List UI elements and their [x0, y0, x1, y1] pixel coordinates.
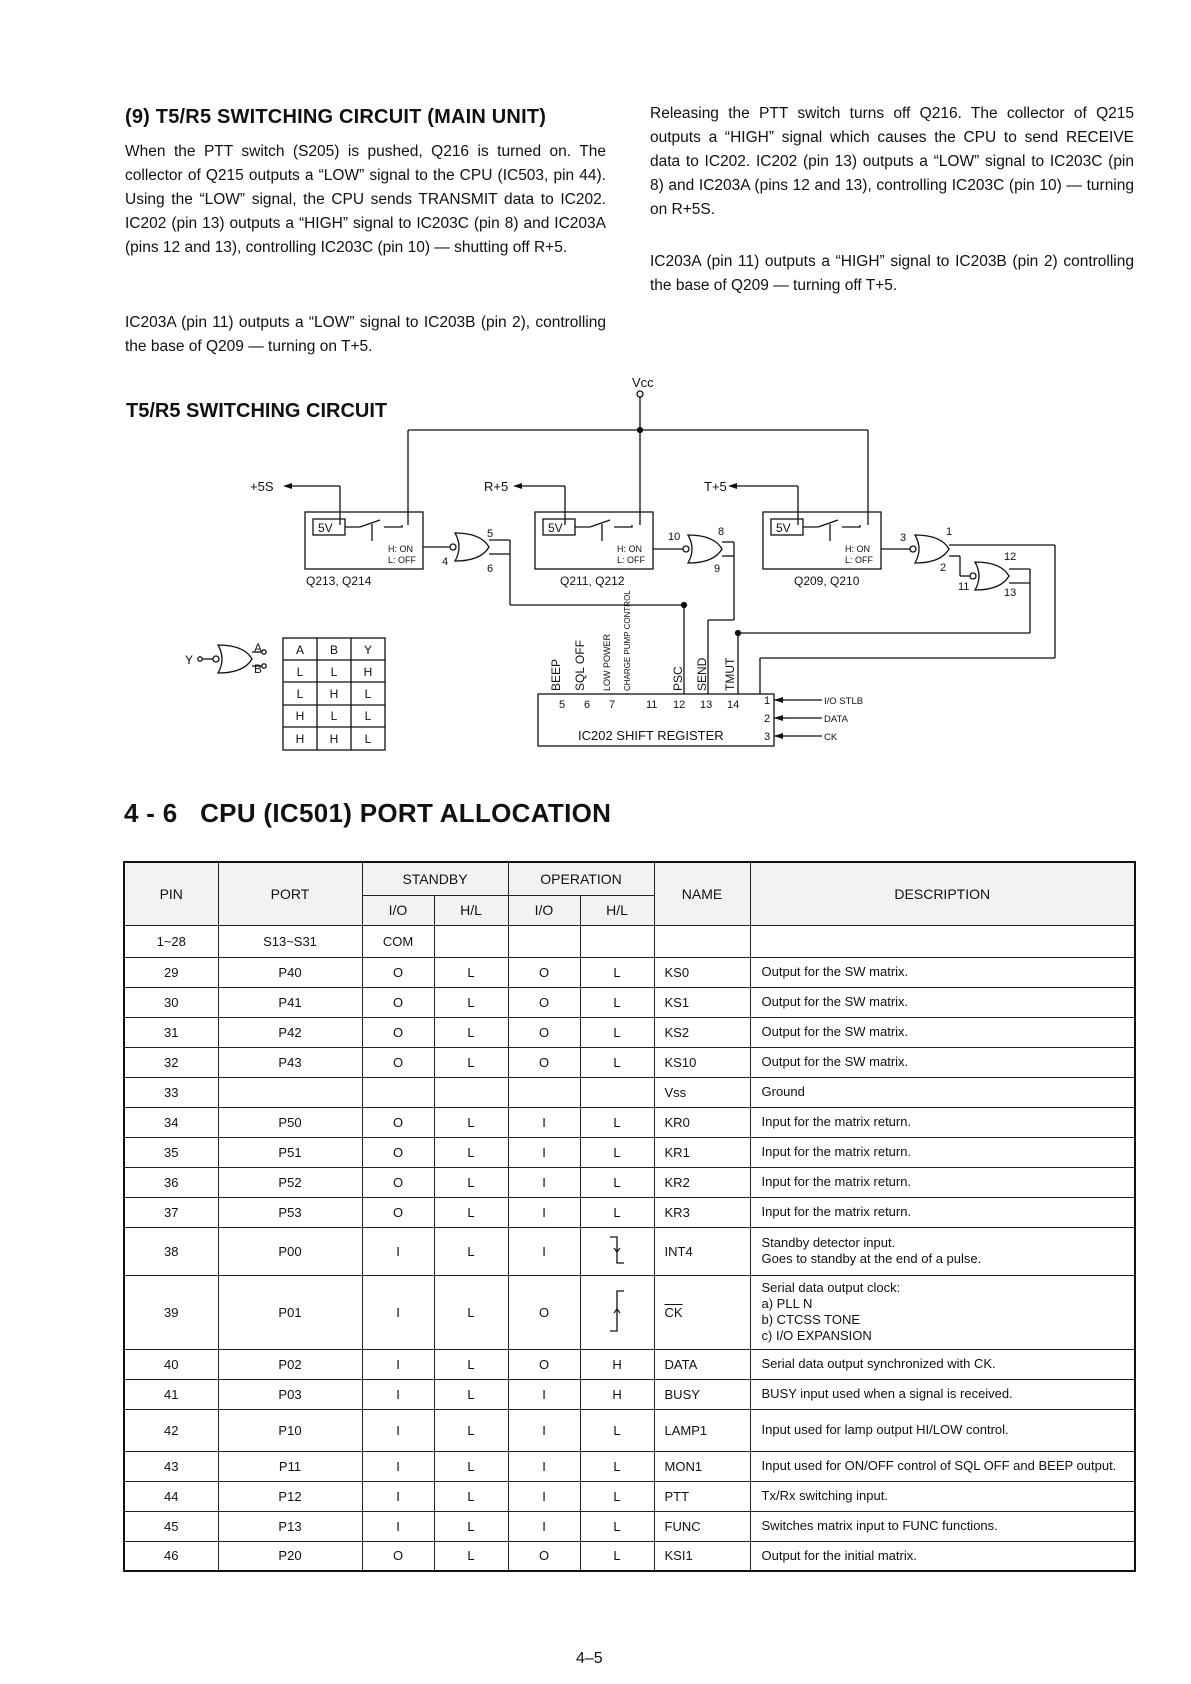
table-cell-description: Output for the initial matrix. [750, 1541, 1135, 1571]
table-cell-description: Input for the matrix return. [750, 1137, 1135, 1167]
shift-pin: 13 [700, 699, 713, 711]
table-cell-operation-io [508, 1077, 580, 1107]
switch-off-label-1: L: OFF [388, 555, 417, 565]
switch-on-label-2: H: ON [617, 544, 643, 554]
legend-output-y: Y [185, 653, 194, 667]
table-cell-pin: 36 [124, 1167, 218, 1197]
switch-on-label-1: H: ON [388, 544, 414, 554]
reg-label-3: 5V [776, 521, 791, 535]
table-cell-port: P02 [218, 1349, 362, 1379]
table-cell-standby-hl: L [434, 1167, 508, 1197]
nor-gate-3 [915, 535, 949, 563]
table-cell-standby-hl: L [434, 1379, 508, 1409]
switch-on-label-3: H: ON [845, 544, 871, 554]
table-cell-port: S13~S31 [218, 925, 362, 957]
table-cell-pin: 1~28 [124, 925, 218, 957]
table-row [124, 1047, 1135, 1077]
table-cell-operation-hl: L [580, 1017, 654, 1047]
table-cell-standby-hl: L [434, 1349, 508, 1379]
table-cell-standby-hl: L [434, 1451, 508, 1481]
table-row [124, 1017, 1135, 1047]
table-cell-name: KS2 [654, 1017, 750, 1047]
vcc-label: Vcc [632, 375, 654, 390]
table-cell-port: P50 [218, 1107, 362, 1137]
shift-output-label: CHARGE PUMP CONTROL [623, 590, 632, 691]
right-paragraph-2: IC203A (pin 11) outputs a “HIGH” signal to IC203B (pin 2) controlling the base of Q209 — turning off T+5. [650, 253, 1134, 294]
legend-input-b: B [254, 662, 263, 676]
table-cell-port: P01 [218, 1275, 362, 1349]
table-cell-standby-io: O [362, 1137, 434, 1167]
truth-cell: H [329, 732, 339, 746]
shift-input-pin: 3 [764, 731, 771, 743]
truth-cell: L [330, 665, 338, 679]
table-cell-standby-io: O [362, 1107, 434, 1137]
table-cell-pin: 37 [124, 1197, 218, 1227]
table-cell-operation-io: O [508, 1017, 580, 1047]
table-cell-name: KS1 [654, 987, 750, 1017]
shift-input-label: DATA [824, 714, 848, 725]
table-cell-name: KR0 [654, 1107, 750, 1137]
table-row [124, 1077, 1135, 1107]
table-cell-port: P11 [218, 1451, 362, 1481]
table-cell-operation-io: I [508, 1197, 580, 1227]
truth-header: B [329, 643, 339, 657]
table-cell-port: P00 [218, 1227, 362, 1275]
table-cell-operation-hl: L [580, 1541, 654, 1571]
table-cell-operation-io: I [508, 1409, 580, 1451]
table-cell-standby-io: COM [362, 925, 434, 957]
table-cell-description: Output for the SW matrix. [750, 1017, 1135, 1047]
table-row [124, 1379, 1135, 1409]
table-row [124, 1481, 1135, 1511]
section-4-6-title: 4 - 6 CPU (IC501) PORT ALLOCATION [124, 798, 612, 828]
header-pin: PIN [124, 862, 218, 925]
table-cell-standby-io: I [362, 1227, 434, 1275]
table-cell-standby-io: O [362, 1197, 434, 1227]
truth-cell: L [296, 687, 304, 701]
shift-input-label: CK [824, 732, 838, 743]
gate-pin: 6 [487, 563, 494, 575]
table-row [124, 1137, 1135, 1167]
gate-pin: 4 [442, 556, 449, 568]
table-cell-standby-hl: L [434, 1481, 508, 1511]
table-cell-description: Tx/Rx switching input. [750, 1481, 1135, 1511]
table-cell-standby-io: I [362, 1511, 434, 1541]
table-cell-standby-hl: L [434, 1017, 508, 1047]
legend-input-a: A [254, 641, 263, 655]
truth-header: A [295, 643, 305, 657]
table-cell-pin: 30 [124, 987, 218, 1017]
table-cell-operation-hl: L [580, 1167, 654, 1197]
table-cell-operation-io: I [508, 1451, 580, 1481]
shift-output-label: PSC [671, 666, 685, 691]
table-cell-name: BUSY [654, 1379, 750, 1409]
cpu-port-allocation-table [123, 861, 1136, 1572]
table-cell-port: P42 [218, 1017, 362, 1047]
table-cell-operation-hl: L [580, 1511, 654, 1541]
shift-output-label: TMUT [723, 657, 737, 691]
table-row [124, 1107, 1135, 1137]
table-cell-port: P41 [218, 987, 362, 1017]
table-cell-name: Vss [654, 1077, 750, 1107]
gate-pin: 10 [668, 531, 681, 543]
table-row [124, 1275, 1135, 1349]
header-operation-io: I/O [508, 895, 580, 925]
table-row [124, 1227, 1135, 1275]
table-cell-name: KR3 [654, 1197, 750, 1227]
shift-input-label: I/O STLB [824, 696, 864, 707]
table-cell-standby-io: I [362, 1481, 434, 1511]
table-cell-name: KS10 [654, 1047, 750, 1077]
table-row [124, 1349, 1135, 1379]
nor-gate-2 [688, 535, 722, 563]
table-cell-pin: 31 [124, 1017, 218, 1047]
table-cell-pin: 40 [124, 1349, 218, 1379]
left-paragraph-1: When the PTT switch (S205) is pushed, Q216 is turned on. The collector of Q215 outputs a “LOW” signal to the CPU (IC503, pin 44). Using the “LOW” signal, the CPU sends TRANSMIT data to IC202. IC202 (pin 13) outputs a “HIGH” signal to IC203C (pin 8) and IC203A (pins 12 and 13), controlling IC203C (pin 10) — shutting off R+5. [125, 143, 606, 256]
gate-pin: 2 [940, 562, 947, 574]
gate-pin: 12 [1004, 551, 1017, 563]
table-cell-port: P40 [218, 957, 362, 987]
circuit-title: T5/R5 SWITCHING CIRCUIT [126, 400, 388, 422]
shift-output-label: BEEP [549, 658, 563, 691]
switch-off-label-3: L: OFF [845, 555, 874, 565]
table-cell-description [750, 925, 1135, 957]
table-row [124, 925, 1135, 957]
table-cell-pin: 38 [124, 1227, 218, 1275]
table-cell-standby-hl: L [434, 1197, 508, 1227]
table-cell-standby-io: I [362, 1409, 434, 1451]
table-row [124, 1167, 1135, 1197]
shift-pin: 11 [646, 699, 658, 711]
gate-pin: 1 [946, 526, 953, 538]
table-cell-port: P03 [218, 1379, 362, 1409]
transistor-label-2: Q211, Q212 [560, 574, 625, 588]
table-cell-port: P52 [218, 1167, 362, 1197]
table-cell-operation-io: I [508, 1167, 580, 1197]
table-cell-operation-io: I [508, 1379, 580, 1409]
section-9-title: (9) T5/R5 SWITCHING CIRCUIT (MAIN UNIT) [125, 106, 547, 128]
table-cell-standby-hl: L [434, 1409, 508, 1451]
table-cell-operation-hl: L [580, 1451, 654, 1481]
table-cell-standby-hl: L [434, 1511, 508, 1541]
table-body [124, 925, 1135, 1571]
table-cell-name: PTT [654, 1481, 750, 1511]
table-cell-operation-io [508, 925, 580, 957]
table-cell-name [654, 925, 750, 957]
table-cell-pin: 35 [124, 1137, 218, 1167]
table-cell-pin: 42 [124, 1409, 218, 1451]
table-cell-pin: 41 [124, 1379, 218, 1409]
table-row [124, 987, 1135, 1017]
table-cell-standby-hl: L [434, 1227, 508, 1275]
table-cell-pin: 33 [124, 1077, 218, 1107]
gate-pin: 9 [714, 563, 721, 575]
shift-pin: 7 [609, 699, 616, 711]
truth-cell: L [364, 732, 372, 746]
table-cell-operation-hl: L [580, 1481, 654, 1511]
table-cell-standby-io: O [362, 987, 434, 1017]
table-cell-operation-io: I [508, 1107, 580, 1137]
table-cell-port: P10 [218, 1409, 362, 1451]
table-cell-description: Standby detector input. Goes to standby at the end of a pulse. [750, 1227, 1135, 1275]
truth-cell: H [363, 665, 373, 679]
table-cell-standby-io: O [362, 1541, 434, 1571]
rail-label-5s: +5S [250, 479, 274, 494]
table-cell-standby-hl [434, 925, 508, 957]
shift-pin: 14 [727, 699, 740, 711]
table-cell-pin: 46 [124, 1541, 218, 1571]
table-cell-standby-io [362, 1077, 434, 1107]
table-cell-name: INT4 [654, 1227, 750, 1275]
shift-input-pin: 2 [764, 713, 771, 725]
table-cell-standby-hl: L [434, 1275, 508, 1349]
header-description: DESCRIPTION [750, 862, 1135, 925]
right-paragraph-1: Releasing the PTT switch turns off Q216. The collector of Q215 outputs a “HIGH” signal which causes the CPU to send RECEIVE data to IC202. IC202 (pin 13) outputs a “LOW” signal to IC203C (pin 8) and IC203A (pins 12 and 13), controlling IC203C (pin 10) — turning on R+5S. [650, 105, 1134, 218]
shift-input-pin: 1 [764, 695, 771, 707]
table-cell-operation-io: O [508, 957, 580, 987]
header-operation: OPERATION [508, 862, 654, 895]
table-cell-description: Serial data output clock: a) PLL N b) CTCSS TONE c) I/O EXPANSION [750, 1275, 1135, 1349]
table-cell-operation-hl: H [580, 1349, 654, 1379]
vcc-terminal [637, 391, 643, 397]
table-row [124, 1409, 1135, 1451]
table-cell-port: P43 [218, 1047, 362, 1077]
table-row [124, 957, 1135, 987]
rail-label-t5: T+5 [704, 479, 727, 494]
table-cell-standby-hl: L [434, 1137, 508, 1167]
table-cell-standby-io: O [362, 1047, 434, 1077]
table-cell-operation-io: O [508, 1047, 580, 1077]
table-cell-description: Output for the SW matrix. [750, 987, 1135, 1017]
truth-cell: L [364, 687, 372, 701]
table-cell-operation-hl: H [580, 1379, 654, 1409]
falling-pulse-icon [580, 1227, 654, 1275]
header-operation-hl: H/L [580, 895, 654, 925]
table-cell-standby-io: I [362, 1349, 434, 1379]
table-cell-name: DATA [654, 1349, 750, 1379]
table-cell-description: Serial data output synchronized with CK. [750, 1349, 1135, 1379]
table-cell-operation-io: I [508, 1481, 580, 1511]
table-cell-operation-hl [580, 925, 654, 957]
table-cell-pin: 43 [124, 1451, 218, 1481]
left-paragraph-2: IC203A (pin 11) outputs a “LOW” signal to IC203B (pin 2), controlling the base of Q209 — turning on T+5. [125, 314, 606, 355]
table-cell-operation-io: O [508, 1541, 580, 1571]
table-cell-operation-hl: L [580, 957, 654, 987]
table-cell-operation-io: O [508, 1349, 580, 1379]
rising-pulse-icon [580, 1275, 654, 1349]
table-cell-port: P20 [218, 1541, 362, 1571]
table-cell-operation-hl: L [580, 1137, 654, 1167]
shift-output-label: SQL OFF [573, 640, 587, 691]
table-cell-description: Output for the SW matrix. [750, 1047, 1135, 1077]
table-cell-operation-io: I [508, 1137, 580, 1167]
table-cell-pin: 29 [124, 957, 218, 987]
table-cell-standby-io: I [362, 1379, 434, 1409]
table-cell-port: P13 [218, 1511, 362, 1541]
switch-off-label-2: L: OFF [617, 555, 646, 565]
transistor-label-1: Q213, Q214 [306, 574, 372, 588]
table-cell-operation-io: I [508, 1511, 580, 1541]
table-row [124, 1511, 1135, 1541]
table-cell-standby-hl: L [434, 987, 508, 1017]
truth-cell: L [296, 665, 304, 679]
table-cell-pin: 34 [124, 1107, 218, 1137]
table-cell-standby-io: O [362, 1017, 434, 1047]
table-cell-port: P12 [218, 1481, 362, 1511]
truth-header: Y [363, 643, 373, 657]
table-cell-description: Output for the SW matrix. [750, 957, 1135, 987]
table-cell-port: P51 [218, 1137, 362, 1167]
nor-gate-1 [455, 533, 489, 561]
table-cell-description: Ground [750, 1077, 1135, 1107]
table-cell-standby-io: O [362, 1167, 434, 1197]
truth-cell: L [330, 709, 338, 723]
header-standby: STANDBY [362, 862, 508, 895]
transistor-label-3: Q209, Q210 [794, 574, 860, 588]
table-cell-operation-hl [580, 1077, 654, 1107]
reg-label-1: 5V [318, 521, 333, 535]
table-row [124, 1197, 1135, 1227]
table-cell-operation-hl: L [580, 987, 654, 1017]
table-cell-name: MON1 [654, 1451, 750, 1481]
truth-cell: L [364, 709, 372, 723]
shift-pin: 5 [559, 699, 566, 711]
table-cell-description: Input used for ON/OFF control of SQL OFF and BEEP output. [750, 1451, 1135, 1481]
truth-cell: H [295, 732, 305, 746]
nor-gate-4 [975, 562, 1009, 590]
table-cell-operation-hl: L [580, 1197, 654, 1227]
table-cell-standby-hl: L [434, 1107, 508, 1137]
table-cell-standby-hl [434, 1077, 508, 1107]
gate-pin: 8 [718, 526, 725, 538]
rail-label-r5: R+5 [484, 479, 509, 494]
table-cell-standby-io: I [362, 1451, 434, 1481]
reg-label-2: 5V [548, 521, 563, 535]
table-cell-name: $\overline{CK}$ [654, 1275, 750, 1349]
table-cell-pin: 32 [124, 1047, 218, 1077]
table-cell-standby-hl: L [434, 957, 508, 987]
table-cell-name: KR2 [654, 1167, 750, 1197]
page-number: 4–5 [576, 1650, 603, 1667]
gate-pin: 11 [958, 581, 970, 593]
header-port: PORT [218, 862, 362, 925]
table-cell-description: Input for the matrix return. [750, 1197, 1135, 1227]
table-cell-description: Input for the matrix return. [750, 1167, 1135, 1197]
shift-output-label: SEND [695, 657, 709, 691]
table-cell-operation-hl: L [580, 1409, 654, 1451]
header-standby-hl: H/L [434, 895, 508, 925]
table-cell-description: Input for the matrix return. [750, 1107, 1135, 1137]
table-cell-name: FUNC [654, 1511, 750, 1541]
shift-pin: 6 [584, 699, 591, 711]
gate-pin: 3 [900, 532, 907, 544]
table-cell-port: P53 [218, 1197, 362, 1227]
legend-nor-gate [218, 645, 252, 673]
table-cell-pin: 45 [124, 1511, 218, 1541]
shift-register-name: IC202 SHIFT REGISTER [578, 728, 724, 743]
gate-pin: 13 [1004, 587, 1017, 599]
table-cell-operation-hl: L [580, 1047, 654, 1077]
table-cell-name: KS0 [654, 957, 750, 987]
truth-cell: H [295, 709, 305, 723]
truth-cell: H [329, 687, 339, 701]
table-cell-operation-io: O [508, 1275, 580, 1349]
table-cell-operation-io: I [508, 1227, 580, 1275]
table-cell-operation-hl: L [580, 1107, 654, 1137]
table-cell-standby-io: I [362, 1275, 434, 1349]
table-row [124, 1541, 1135, 1571]
t5-r5-switching-circuit-diagram [0, 0, 1191, 780]
table-cell-port [218, 1077, 362, 1107]
table-cell-standby-io: O [362, 957, 434, 987]
table-cell-name: LAMP1 [654, 1409, 750, 1451]
table-cell-description: BUSY input used when a signal is received. [750, 1379, 1135, 1409]
shift-output-label: LOW POWER [602, 633, 612, 691]
table-cell-name: KSI1 [654, 1541, 750, 1571]
table-cell-pin: 39 [124, 1275, 218, 1349]
gate-pin: 5 [487, 528, 494, 540]
table-cell-standby-hl: L [434, 1541, 508, 1571]
table-cell-standby-hl: L [434, 1047, 508, 1077]
table-row [124, 1451, 1135, 1481]
table-cell-name: KR1 [654, 1137, 750, 1167]
header-standby-io: I/O [362, 895, 434, 925]
table-cell-description: Switches matrix input to FUNC functions. [750, 1511, 1135, 1541]
header-name: NAME [654, 862, 750, 925]
table-cell-pin: 44 [124, 1481, 218, 1511]
shift-pin: 12 [673, 699, 686, 711]
table-cell-operation-io: O [508, 987, 580, 1017]
table-cell-description: Input used for lamp output HI/LOW control. [750, 1409, 1135, 1451]
